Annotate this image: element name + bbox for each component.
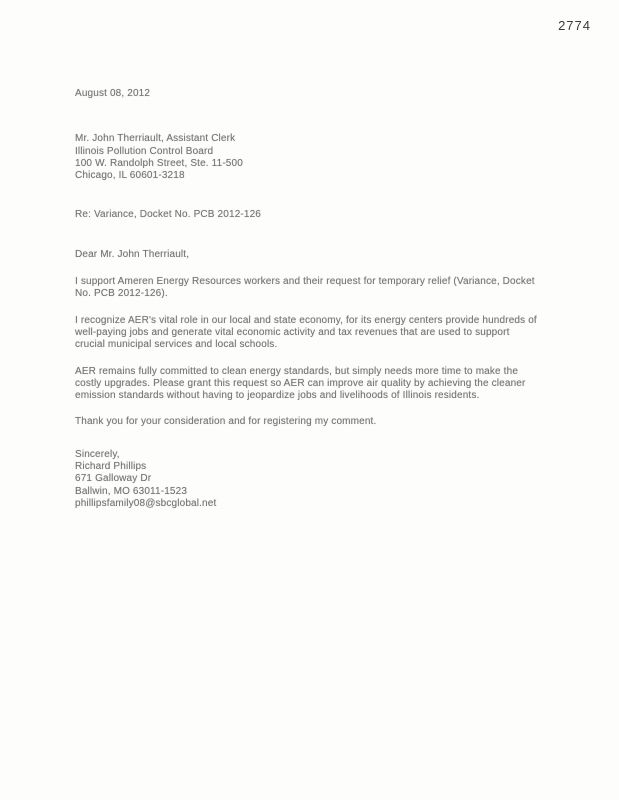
recipient-street: 100 W. Randolph Street, Ste. 11-500 bbox=[75, 157, 243, 169]
signature-block bbox=[75, 461, 549, 510]
letter-body bbox=[75, 88, 549, 510]
signer-street: 671 Galloway Dr bbox=[75, 473, 152, 485]
paragraph-clean-energy: AER remains fully committed to clean energy standards, but simply needs more time to make the costly upgrades. Please grant this request so AER can improve air quality by achieving the cleaner emission standards without having to jeopardize jobs and livelihoods of Illinois residents. bbox=[75, 365, 526, 402]
signer-city-state-zip: Ballwin, MO 63011-1523 bbox=[75, 485, 188, 497]
letter-date: August 08, 2012 bbox=[75, 88, 151, 99]
recipient-address-block bbox=[75, 133, 549, 182]
paragraph-economic-role: I recognize AER's vital role in our local and state economy, for its energy centers provide hundreds of well-paying jobs and generate vital economic activity and tax revenues that are used to support crucial municipal services and local schools. bbox=[75, 314, 537, 351]
page-number: 2774 bbox=[558, 18, 591, 33]
paragraph-thank-you: Thank you for your consideration and for registering my comment. bbox=[75, 416, 377, 428]
paragraph-support-statement: I support Ameren Energy Resources workers and their request for temporary relief (Variance, Docket No. PCB 2012-126). bbox=[75, 276, 535, 300]
closing: Sincerely, bbox=[75, 448, 120, 460]
re-subject-line: Re: Variance, Docket No. PCB 2012-126 bbox=[75, 209, 262, 221]
signer-name: Richard Phillips bbox=[75, 461, 147, 473]
salutation: Dear Mr. John Therriault, bbox=[75, 248, 190, 260]
recipient-city-state-zip: Chicago, IL 60601-3218 bbox=[75, 170, 185, 182]
recipient-name: Mr. John Therriault, Assistant Clerk bbox=[75, 133, 236, 145]
signer-email: phillipsfamily08@sbcglobal.net bbox=[75, 497, 217, 509]
recipient-organization: Illinois Pollution Control Board bbox=[75, 145, 214, 157]
